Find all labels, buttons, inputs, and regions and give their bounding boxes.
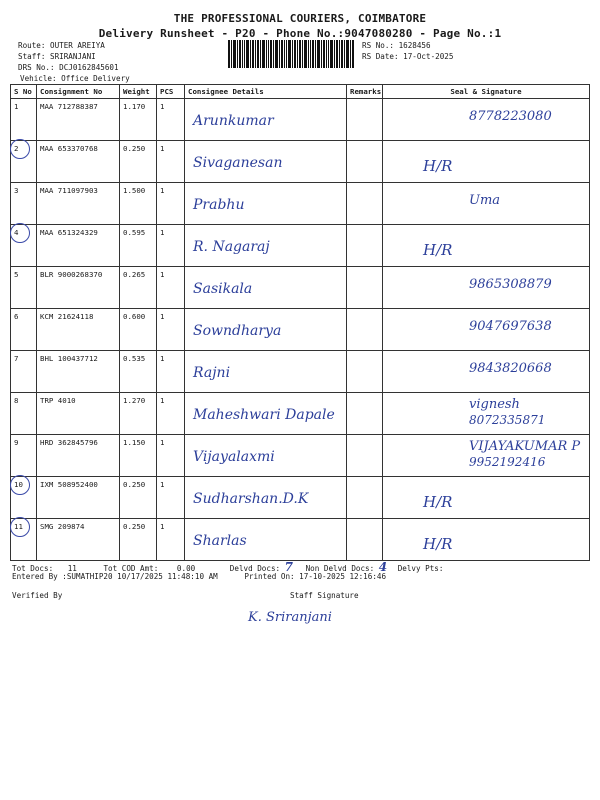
pcs-cell: 1	[157, 183, 185, 225]
table-row	[11, 141, 590, 183]
sno-text: 10	[14, 480, 23, 489]
non-delvd-label: Non Delvd Docs:	[305, 564, 375, 573]
staff-signature: K. Sriranjani	[248, 610, 332, 625]
signature-cell	[383, 225, 590, 267]
consignment-cell: BLR 9000268370	[37, 267, 120, 309]
sno-cell	[11, 99, 37, 141]
consignment-cell: SMG 209874	[37, 519, 120, 561]
signature-cell	[383, 477, 590, 519]
entered-by-line	[12, 572, 386, 581]
signature-cell	[383, 519, 590, 561]
circle-mark	[10, 475, 30, 495]
consignee-handwriting: Maheshwari Dapale	[193, 407, 335, 423]
consignee-cell	[185, 519, 347, 561]
runsheet-subtitle: Delivery Runsheet - P20 - Phone No.:9047080280 - Page No.:1	[98, 27, 502, 40]
pcs-cell: 1	[157, 309, 185, 351]
signature-cell	[383, 435, 590, 477]
verified-by-label: Verified By	[12, 591, 63, 600]
consignee-cell	[185, 351, 347, 393]
col-consignment: Consignment No	[37, 85, 120, 99]
sno-text: 11	[14, 522, 23, 531]
pcs-cell: 1	[157, 141, 185, 183]
signature-handwriting: vignesh	[469, 397, 520, 412]
weight-cell: 1.150	[120, 435, 157, 477]
remarks-cell	[347, 309, 383, 351]
consignment-cell: BHL 100437712	[37, 351, 120, 393]
consignment-cell: KCM 21624118	[37, 309, 120, 351]
weight-cell: 1.170	[120, 99, 157, 141]
meta-right	[362, 40, 453, 62]
pcs-cell: 1	[157, 519, 185, 561]
consignee-cell	[185, 267, 347, 309]
cod-label: Tot COD Amt:	[103, 564, 159, 573]
circle-mark	[10, 517, 30, 537]
entered-by-text: Entered By :SUMATHIP20 10/17/2025 11:48:10 AM	[12, 572, 218, 581]
consignee-handwriting: Vijayalaxmi	[193, 449, 275, 465]
col-remarks: Remarks	[347, 85, 383, 99]
consignment-cell: HRD 362845796	[37, 435, 120, 477]
consignee-handwriting: Sudharshan.D.K	[193, 491, 309, 507]
weight-cell: 0.250	[120, 519, 157, 561]
sno-cell	[11, 477, 37, 519]
signature-handwriting: 8778223080	[469, 109, 552, 124]
remarks-cell	[347, 225, 383, 267]
delvd-label: Delvd Docs:	[229, 564, 281, 573]
pcs-cell: 1	[157, 267, 185, 309]
non-delvd-value: 4	[378, 560, 388, 574]
consignee-handwriting: Sasikala	[193, 281, 253, 297]
sno-cell	[11, 309, 37, 351]
table-row	[11, 99, 590, 141]
table-row	[11, 309, 590, 351]
consignment-cell: MAA 653370768	[37, 141, 120, 183]
weight-cell: 0.600	[120, 309, 157, 351]
col-consignee: Consignee Details	[185, 85, 347, 99]
pcs-cell: 1	[157, 99, 185, 141]
vehicle-text: Vehicle: Office Delivery	[20, 74, 130, 83]
table-row	[11, 519, 590, 561]
consignee-cell	[185, 141, 347, 183]
delvd-value: 7	[284, 560, 294, 574]
sno-text: 5	[14, 270, 19, 279]
sno-cell	[11, 393, 37, 435]
consignee-handwriting: Arunkumar	[193, 113, 274, 129]
company-title: THE PROFESSIONAL COURIERS, COIMBATORE	[173, 12, 427, 25]
sno-text: 9	[14, 438, 19, 447]
consignee-cell	[185, 225, 347, 267]
table-row	[11, 183, 590, 225]
sno-text: 2	[14, 144, 19, 153]
staff-text: Staff: SRIRANJANI	[18, 52, 96, 61]
sno-cell	[11, 519, 37, 561]
tot-docs-label: Tot Docs:	[12, 564, 54, 573]
circle-mark	[10, 139, 30, 159]
signature-handwriting: H/R	[423, 493, 453, 511]
weight-cell: 0.250	[120, 477, 157, 519]
table-row	[11, 351, 590, 393]
weight-cell: 0.250	[120, 141, 157, 183]
drs-text: DRS No.: DCJ0162845601	[18, 63, 119, 72]
consignee-cell	[185, 309, 347, 351]
consignment-cell: MAA 711097903	[37, 183, 120, 225]
table-header-row	[11, 85, 590, 99]
signature-handwriting: H/R	[423, 535, 453, 553]
sno-text: 4	[14, 228, 19, 237]
pcs-cell: 1	[157, 393, 185, 435]
sno-text: 7	[14, 354, 19, 363]
remarks-cell	[347, 519, 383, 561]
route-text: Route: OUTER AREIYA	[18, 41, 105, 50]
staff-signature-label: Staff Signature	[290, 591, 359, 600]
remarks-cell	[347, 99, 383, 141]
consignment-cell: MAA 651324329	[37, 225, 120, 267]
table-row	[11, 477, 590, 519]
consignee-handwriting: Prabhu	[193, 197, 245, 213]
remarks-cell	[347, 267, 383, 309]
signature-phone: 8072335871	[469, 413, 546, 427]
consignment-cell: TRP 4010	[37, 393, 120, 435]
barcode-image	[228, 40, 354, 68]
weight-cell: 0.535	[120, 351, 157, 393]
consignee-handwriting: Sowndharya	[193, 323, 282, 339]
signature-handwriting: VIJAYAKUMAR P	[469, 439, 581, 454]
signature-handwriting: H/R	[423, 241, 453, 259]
consignee-handwriting: R. Nagaraj	[193, 239, 270, 255]
table-row	[11, 225, 590, 267]
consignee-cell	[185, 393, 347, 435]
consignee-cell	[185, 477, 347, 519]
consignee-handwriting: Rajni	[193, 365, 231, 381]
sno-cell	[11, 183, 37, 225]
remarks-cell	[347, 183, 383, 225]
tot-docs-value: 11	[67, 564, 77, 573]
signature-handwriting: H/R	[423, 157, 453, 175]
sno-cell	[11, 435, 37, 477]
col-sno: S No	[11, 85, 37, 99]
signature-handwriting: 9843820668	[469, 361, 552, 376]
consignee-cell	[185, 435, 347, 477]
sno-text: 6	[14, 312, 19, 321]
signature-handwriting: Uma	[469, 193, 501, 208]
remarks-cell	[347, 141, 383, 183]
signature-cell	[383, 393, 590, 435]
signature-cell	[383, 309, 590, 351]
signature-cell	[383, 267, 590, 309]
sno-text: 8	[14, 396, 19, 405]
signature-cell	[383, 99, 590, 141]
weight-cell: 0.265	[120, 267, 157, 309]
signature-cell	[383, 141, 590, 183]
weight-cell: 1.500	[120, 183, 157, 225]
remarks-cell	[347, 435, 383, 477]
consignee-cell	[185, 99, 347, 141]
col-pcs: PCS	[157, 85, 185, 99]
sno-text: 3	[14, 186, 19, 195]
delvy-pts-label: Delvy Pts:	[397, 564, 444, 573]
signature-handwriting: 9865308879	[469, 277, 552, 292]
sno-text: 1	[14, 102, 19, 111]
weight-cell: 1.270	[120, 393, 157, 435]
sno-cell	[11, 225, 37, 267]
weight-cell: 0.595	[120, 225, 157, 267]
pcs-cell: 1	[157, 477, 185, 519]
remarks-cell	[347, 477, 383, 519]
printed-on-text: Printed On: 17-10-2025 12:16:46	[244, 572, 387, 581]
signature-cell	[383, 351, 590, 393]
circle-mark	[10, 223, 30, 243]
sno-cell	[11, 351, 37, 393]
runsheet-table	[10, 84, 590, 561]
col-seal-signature: Seal & Signature	[383, 85, 590, 99]
rs-no-text: RS No.: 1628456	[362, 41, 431, 50]
pcs-cell: 1	[157, 225, 185, 267]
meta-left	[18, 40, 130, 84]
consignee-cell	[185, 183, 347, 225]
table-row	[11, 435, 590, 477]
consignee-handwriting: Sivaganesan	[193, 155, 283, 171]
signature-handwriting: 9047697638	[469, 319, 552, 334]
signature-cell	[383, 183, 590, 225]
pcs-cell: 1	[157, 351, 185, 393]
consignee-handwriting: Sharlas	[193, 533, 247, 549]
col-weight: Weight	[120, 85, 157, 99]
pcs-cell: 1	[157, 435, 185, 477]
sno-cell	[11, 141, 37, 183]
rs-date-text: RS Date: 17-Oct-2025	[362, 52, 454, 61]
signature-phone: 9952192416	[469, 455, 546, 469]
cod-value: 0.00	[176, 564, 196, 573]
table-row	[11, 393, 590, 435]
remarks-cell	[347, 393, 383, 435]
consignment-cell: MAA 712788387	[37, 99, 120, 141]
sno-cell	[11, 267, 37, 309]
remarks-cell	[347, 351, 383, 393]
consignment-cell: IXM 508952400	[37, 477, 120, 519]
table-row	[11, 267, 590, 309]
